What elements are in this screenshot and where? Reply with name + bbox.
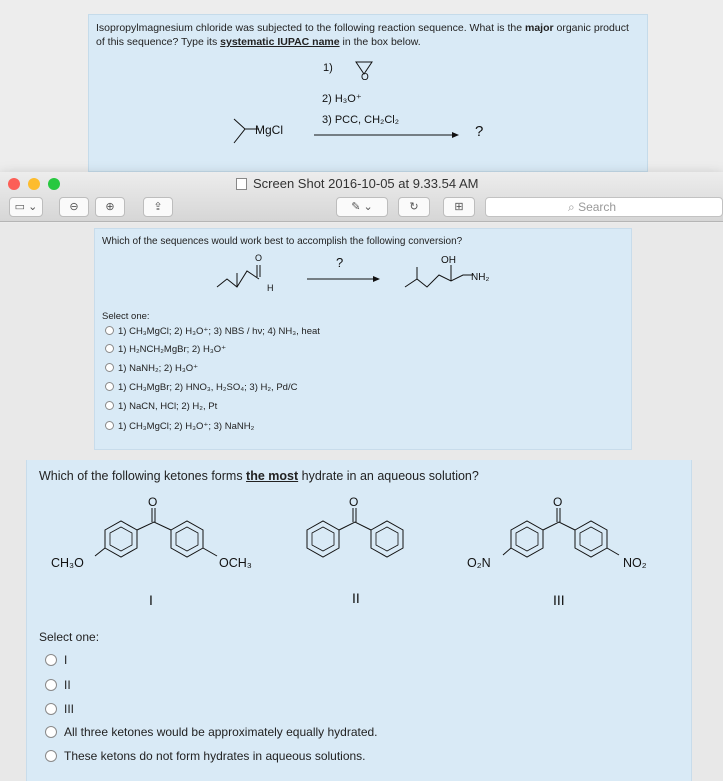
compound-3-nitro-right: NO₂: [623, 556, 647, 570]
option-2[interactable]: 1) H₂NCH₂MgBr; 2) H₃O⁺: [105, 344, 226, 355]
radio-button[interactable]: [105, 363, 114, 372]
radio-button[interactable]: [105, 344, 114, 353]
pen-icon: ✎ ⌄: [351, 201, 373, 213]
search-input[interactable]: [485, 197, 723, 217]
minimize-button[interactable]: [28, 178, 40, 190]
step-2: 2) H₃O⁺: [322, 93, 362, 105]
radio-button[interactable]: [105, 421, 114, 430]
zoom-out-icon: ⊖: [69, 201, 79, 213]
compound-1-methoxy-right: OCH₃: [219, 556, 252, 570]
option-4[interactable]: 1) CH₃MgBr; 2) HNO₃, H₂SO₄; 3) H₂, Pd/C: [105, 382, 297, 393]
product-amine: NH₂: [471, 272, 490, 283]
answer-option-3[interactable]: III: [45, 702, 74, 716]
radio-button[interactable]: [45, 750, 57, 762]
rotate-button[interactable]: [398, 197, 430, 217]
middle-question-card: [94, 228, 632, 450]
share-button[interactable]: [143, 197, 173, 217]
radio-button[interactable]: [105, 382, 114, 391]
compound-1-oxygen: O: [148, 495, 158, 509]
epoxide-oxygen: O: [361, 72, 369, 83]
option-1[interactable]: 1) CH₃MgCl; 2) H₃O⁺; 3) NBS / hν; 4) NH₃, heat: [105, 326, 320, 337]
select-one-label: Select one:: [39, 630, 100, 644]
rotate-icon: ↻: [409, 201, 419, 213]
radio-button[interactable]: [105, 326, 114, 335]
product-unknown: ?: [475, 123, 484, 140]
preview-content: [0, 223, 723, 460]
option-5[interactable]: 1) NaCN, HCl; 2) H₂, Pt: [105, 401, 217, 412]
option-6[interactable]: 1) CH₃MgCl; 2) H₃O⁺; 3) NaNH₂: [105, 421, 254, 432]
compound-3-oxygen: O: [553, 495, 563, 509]
close-button[interactable]: [8, 178, 20, 190]
select-one-label: Select one:: [102, 311, 150, 322]
window-titlebar: [0, 172, 723, 222]
compound-2-oxygen: O: [349, 495, 359, 509]
aldehyde-hydrogen: H: [267, 283, 274, 293]
step-1: 1): [323, 62, 333, 74]
conversion-arrow: [307, 275, 381, 283]
sidebar-toggle-button[interactable]: [9, 197, 43, 217]
document-icon: [236, 178, 247, 190]
toolbox-button[interactable]: [443, 197, 475, 217]
reaction-arrow: [314, 130, 460, 140]
radio-button[interactable]: [105, 401, 114, 410]
sidebar-icon: ▭ ⌄: [14, 201, 38, 213]
zoom-button[interactable]: [48, 178, 60, 190]
top-question-text: Isopropylmagnesium chloride was subjected to the following reaction sequence. What is the major organic product of this sequence? Type its systematic IUPAC name in the box below.: [96, 22, 629, 48]
preview-window: [0, 172, 723, 460]
compound-1-methoxy-left: CH₃O: [51, 556, 84, 570]
step-3: 3) PCC, CH₂Cl₂: [322, 114, 399, 126]
compound-3-number: III: [553, 592, 565, 608]
markup-button[interactable]: [336, 197, 388, 217]
compound-2-number: II: [352, 590, 360, 606]
share-icon: ⇪: [153, 201, 163, 213]
zoom-in-icon: ⊕: [105, 201, 115, 213]
conversion-question-mark: ?: [336, 255, 344, 270]
window-title: Screen Shot 2016-10-05 at 9.33.54 AM: [253, 176, 479, 191]
answer-option-5[interactable]: These ketons do not form hydrates in aqueous solutions.: [45, 749, 366, 763]
option-3[interactable]: 1) NaNH₂; 2) H₃O⁺: [105, 363, 198, 374]
radio-button[interactable]: [45, 703, 57, 715]
compound-3-nitro-left: O₂N: [467, 556, 491, 570]
zoom-out-button[interactable]: [59, 197, 89, 217]
radio-button[interactable]: [45, 726, 57, 738]
product-hydroxyl: OH: [441, 255, 456, 266]
bottom-question-text: Which of the following ketones forms the most hydrate in an aqueous solution?: [39, 469, 479, 483]
reagent-mgcl: MgCl: [255, 123, 284, 137]
answer-option-4[interactable]: All three ketones would be approximately equally hydrated.: [45, 725, 378, 739]
radio-button[interactable]: [45, 679, 57, 691]
answer-option-2[interactable]: II: [45, 678, 71, 692]
aldehyde-oxygen: O: [255, 253, 263, 263]
compound-2-structure: [289, 500, 419, 570]
middle-question-text: Which of the sequences would work best to accomplish the following conversion?: [102, 236, 463, 247]
top-question-card: [88, 14, 648, 172]
bottom-question-card: [26, 460, 692, 781]
compound-1-number: I: [149, 592, 153, 608]
zoom-in-button[interactable]: [95, 197, 125, 217]
answer-option-1[interactable]: I: [45, 653, 67, 667]
search-placeholder: Search: [578, 200, 617, 214]
toolbox-icon: ⊞: [454, 201, 464, 213]
radio-button[interactable]: [45, 654, 57, 666]
search-icon: ⌕: [568, 200, 579, 214]
